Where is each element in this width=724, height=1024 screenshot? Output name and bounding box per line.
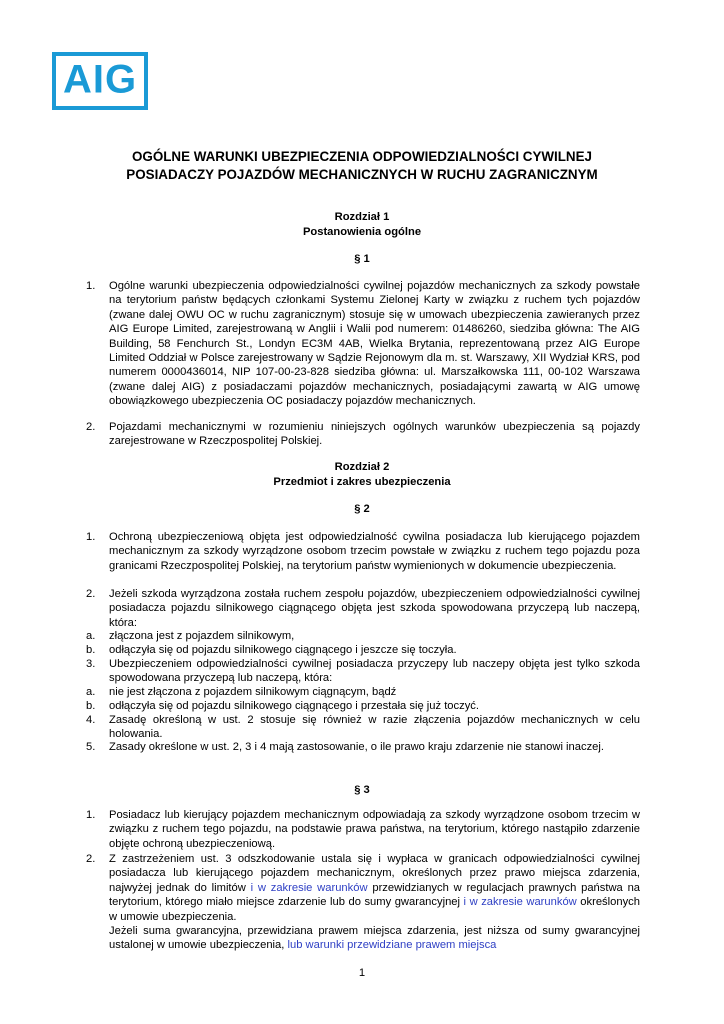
item-text	[109, 852, 640, 924]
text-part: określonych w umowie ubezpieczenia.	[109, 896, 640, 923]
title-line-1: OGÓLNE WARUNKI UBEZPIECZENIA ODPOWIEDZIALNOŚCI CYWILNEJ	[131, 149, 592, 164]
item-text: Pojazdami mechanicznymi w rozumieniu niniejszych ogólnych warunków ubezpieczenia są pojazdy zarejestrowane w Rzeczpospolitej Polskiej.	[109, 421, 640, 448]
s2-item-3b	[86, 699, 640, 713]
item-number: 5.	[86, 741, 96, 753]
s2-item-5	[86, 740, 640, 754]
chapter-2-subheading: Przedmiot i zakres ubezpieczenia	[273, 476, 451, 488]
s3-item-1	[86, 808, 640, 851]
text-part: Z zastrzeżeniem ust. 3 odszkodowanie ustala się i wypłaca w granicach odpowiedzialności cywilnej posiadacza lub kierującego pojazdem mechanicznym, określonych przez prawo miejsca zdarzenia, najwyżej jednak do limitów	[109, 853, 640, 894]
page-number: 1	[358, 967, 366, 979]
section-2-symbol: § 2	[354, 503, 370, 515]
item-text: Zasady określone w ust. 2, 3 i 4 mają zastosowanie, o ile prawo kraju zdarzenie nie stanowi inaczej.	[109, 741, 604, 753]
item-number: 1.	[86, 809, 96, 821]
highlighted-text: lub warunki przewidziane prawem miejsca	[284, 939, 497, 952]
item-continuation	[109, 924, 640, 953]
s3-item-2	[86, 852, 640, 953]
item-text: Ochroną ubezpieczeniową objęta jest odpowiedzialność cywilna posiadacza lub kierującego pojazdem mechanicznym za szkody wyrządzone osobom trzecim powstałe w związku z ruchem tego pojazdu poza granicami Rzeczpospolitej Polskiej, na terytorium państw wymienionych w dokumencie ubezpieczenia.	[109, 531, 640, 572]
s2-item-3	[86, 657, 640, 686]
item-number: 2.	[86, 421, 96, 433]
s2-item-2b	[86, 643, 640, 657]
chapter-2-heading: Rozdział 2	[334, 461, 390, 473]
s2-item-2	[86, 587, 640, 630]
item-number: 2.	[86, 588, 96, 600]
item-letter: b.	[86, 644, 96, 656]
item-text: Jeżeli szkoda wyrządzona została ruchem zespołu pojazdów, ubezpieczeniem odpowiedzialności cywilnej posiadacza pojazdu silnikowego ciągnącego objęta jest szkoda spowodowana przyczepą lub naczepą, która:	[109, 588, 640, 629]
item-text: Posiadacz lub kierujący pojazdem mechanicznym odpowiadają za szkody wyrządzone osobom trzecim w związku z ruchem tego pojazdu, na podstawie prawa państwa, na terytorium, którego nastąpiło zdarzenie objęte ochroną ubezpieczeniową.	[109, 809, 640, 850]
title-line-2: POSIADACZY POJAZDÓW MECHANICZNYCH W RUCHU ZAGRANICZNYM	[126, 167, 598, 182]
section-3-symbol: § 3	[354, 784, 370, 796]
item-text: nie jest złączona z pojazdem silnikowym ciągnącym, bądź	[109, 686, 397, 698]
highlighted-text: i w zakresie warunków	[245, 881, 368, 894]
chapter-1-subheading: Postanowienia ogólne	[302, 226, 422, 238]
s2-item-2a	[86, 629, 640, 643]
item-number: 4.	[86, 714, 96, 726]
s2-item-3a	[86, 685, 640, 699]
item-letter: a.	[86, 630, 96, 642]
item-text: Zasadę określoną w ust. 2 stosuje się również w razie złączenia pojazdów mechanicznych w celu holowania.	[109, 714, 640, 741]
item-number: 2.	[86, 853, 96, 865]
text-part: przewidzianych w regulacjach prawnych państwa na terytorium, którego miało miejsce zdarzenie lub do sumy gwarancyjnej	[109, 881, 641, 909]
item-text: Ubezpieczeniem odpowiedzialności cywilnej posiadacza przyczepy lub naczepy objęta jest tylko szkoda spowodowana przyczepą lub naczepą, która:	[109, 658, 640, 685]
item-text: odłączyła się od pojazdu silnikowego ciągnącego i jeszcze się toczyła.	[109, 644, 457, 656]
aig-logo	[52, 52, 148, 110]
s2-item-4	[86, 713, 640, 742]
aig-logo-text: AIG	[62, 57, 138, 102]
section-1-symbol: § 1	[354, 253, 370, 265]
s1-item-2	[86, 420, 640, 449]
item-text: odłączyła się od pojazdu silnikowego ciągnącego i przestała się już toczyć.	[109, 700, 480, 712]
item-text: Ogólne warunki ubezpieczenia odpowiedzialności cywilnej pojazdów mechanicznych za szkody powstałe na terytorium państw będących członkami Systemu Zielonej Karty w związku z ruchem tych pojazdów (zwane dalej OWU OC w ruchu zagranicznym) stosuje się w umowach ubezpieczenia zawieranych przez AIG Europe Limited, zarejestrowaną w Anglii i Walii pod numerem: 01486260, siedziba główna: The AIG Building, 58 Fenchurch St., Londyn EC3M 4AB, Wielka Brytania, reprezentowaną przez AIG Europe Limited Oddział w Polsce zarejestrowany w Sądzie Rejonowym dla m. st. Warszawy, XII Wydział KRS, pod numerem 0000436014, NIP 107-00-23-828 siedziba główna: ul. Marszałkowska 111, 00-102 Warszawa (zwane dalej AIG) z posiadaczami pojazdów mechanicznych, posiadającymi zawartą w AIG umowę obowiązkowego ubezpieczenia OC posiadaczy pojazdów mechanicznych.	[109, 280, 640, 408]
item-number: 1.	[86, 531, 96, 543]
item-letter: a.	[86, 686, 96, 698]
item-number: 1.	[86, 280, 96, 292]
item-text: złączona jest z pojazdem silnikowym,	[109, 630, 295, 642]
chapter-1-heading: Rozdział 1	[334, 211, 390, 223]
item-letter: b.	[86, 700, 96, 712]
text-part: Jeżeli suma gwarancyjna, przewidziana prawem miejsca zdarzenia, jest niższa od sumy gwarancyjnej ustalonej w umowie ubezpieczenia,	[109, 925, 640, 952]
highlighted-text: i w zakresie warunków	[460, 896, 577, 909]
s2-item-1	[86, 530, 640, 573]
item-number: 3.	[86, 658, 96, 670]
s1-item-1	[86, 279, 640, 409]
document-title	[90, 148, 634, 184]
